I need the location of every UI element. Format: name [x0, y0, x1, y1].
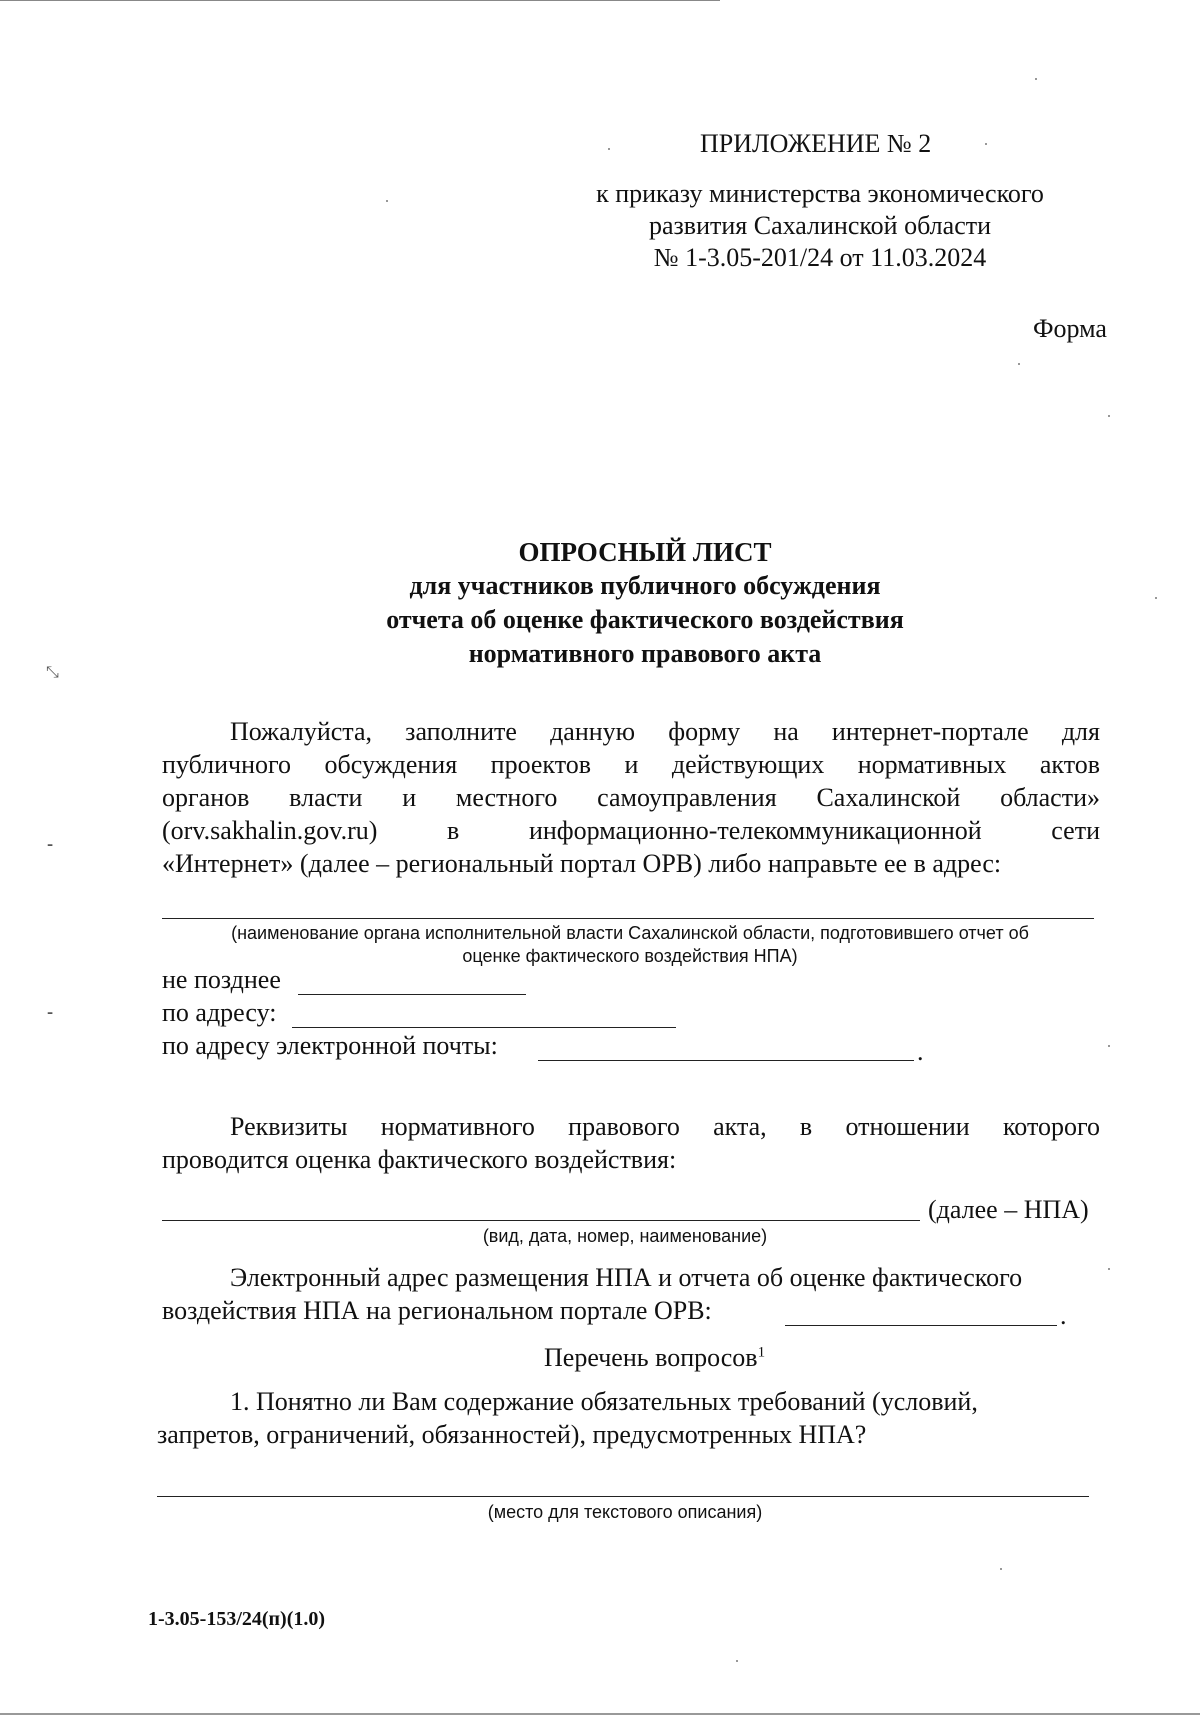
form-label: Форма [1033, 314, 1107, 343]
intro-line-2: публичного обсуждения проектов и действующих нормативных актов [162, 750, 1100, 779]
footnote-mark: 1 [757, 1344, 766, 1361]
scan-speck [386, 200, 388, 202]
scan-speck [1108, 1045, 1110, 1047]
email-blank[interactable] [538, 1060, 914, 1061]
npa-requisites-blank[interactable] [162, 1220, 920, 1221]
document-title: ОПРОСНЫЙ ЛИСТ [518, 537, 772, 567]
title-subline-2: отчета об оценке фактического воздействия [386, 605, 904, 634]
question-1-line-1: 1. Понятно ли Вам содержание обязательных требований (условий, [230, 1387, 978, 1416]
npa-suffix: (далее – НПА) [928, 1195, 1089, 1224]
scan-speck [1108, 415, 1110, 417]
scan-edge-top [0, 0, 720, 1]
electronic-address-blank[interactable] [785, 1325, 1057, 1326]
order-reference-line2: развития Сахалинской области [648, 211, 992, 240]
intro-line-3: органов власти и местного самоуправления Сахалинской области» [162, 783, 1100, 812]
deadline-label: не позднее [162, 965, 281, 994]
scan-speck [608, 148, 610, 150]
intro-line-1: Пожалуйста, заполните данную форму на интернет-портале для [230, 717, 1100, 746]
question-1-answer-blank[interactable] [157, 1496, 1089, 1497]
requisites-caption: (вид, дата, номер, наименование) [482, 1226, 768, 1246]
scan-speck [1108, 1268, 1110, 1270]
appendix-title: ПРИЛОЖЕНИЕ № 2 [700, 129, 932, 158]
intro-line-4: (orv.sakhalin.gov.ru) в информационно-телекоммуникационной сети [162, 816, 1100, 845]
question-1-line-2: запретов, ограничений, обязанностей), предусмотренных НПА? [157, 1420, 867, 1449]
requisites-line-2: проводится оценка фактического воздействия: [162, 1145, 677, 1174]
electronic-address-period: . [1060, 1301, 1067, 1330]
order-reference-line1: к приказу министерства экономического [596, 179, 1044, 208]
authority-caption-line2: оценке фактического воздействия НПА) [462, 946, 798, 966]
intro-line-5: «Интернет» (далее – региональный портал ОРВ) либо направьте ее в адрес: [162, 849, 1002, 878]
answer-caption: (место для текстового описания) [487, 1502, 763, 1522]
questions-heading-text: Перечень вопросов [544, 1343, 758, 1372]
deadline-blank[interactable] [298, 994, 526, 995]
scan-speck [1035, 78, 1037, 80]
document-code: 1-3.05-153/24(п)(1.0) [148, 1608, 326, 1630]
scan-artifact-mark: ⁃ [46, 1004, 54, 1023]
electronic-address-line-2: воздействия НПА на региональном портале ОРВ: [162, 1296, 712, 1325]
authority-caption-line1: (наименование органа исполнительной власти Сахалинской области, подготовившего отчет об [231, 923, 1029, 943]
title-subline-3: нормативного правового акта [468, 639, 822, 668]
requisites-line-1: Реквизиты нормативного правового акта, в отношении которого [230, 1112, 1100, 1141]
address-blank[interactable] [292, 1027, 676, 1028]
electronic-address-line-1: Электронный адрес размещения НПА и отчета об оценке фактического [230, 1263, 1023, 1292]
scan-speck [985, 143, 987, 145]
email-label: по адресу электронной почты: [162, 1031, 498, 1060]
scan-artifact-mark: ⁃ [46, 836, 54, 855]
order-reference-line3: № 1-3.05-201/24 от 11.03.2024 [653, 243, 987, 272]
scan-speck [1155, 597, 1157, 599]
scan-speck [1018, 363, 1020, 365]
scan-artifact-mark: ⤡ [46, 662, 59, 681]
questions-heading [544, 1342, 765, 1374]
scan-speck [736, 1660, 738, 1662]
email-period: . [917, 1037, 924, 1066]
title-subline-1: для участников публичного обсуждения [409, 571, 881, 600]
authority-name-blank[interactable] [162, 918, 1094, 919]
address-label: по адресу: [162, 998, 277, 1027]
scan-speck [1000, 1568, 1002, 1570]
